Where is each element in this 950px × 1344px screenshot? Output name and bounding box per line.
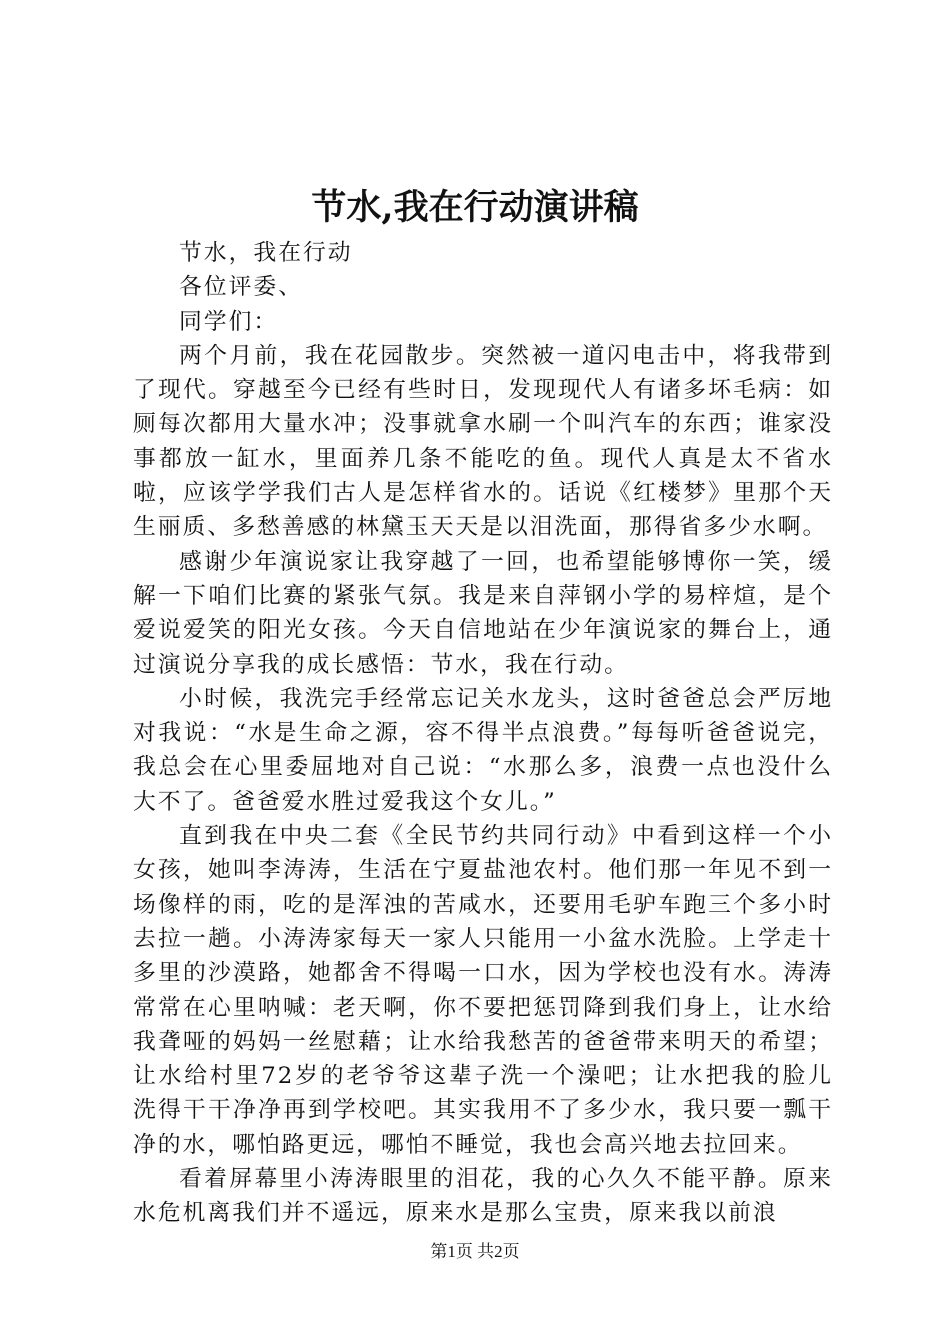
body-paragraph: 直到我在中央二套《全民节约共同行动》中看到这样一个小女孩，她叫李涛涛，生活在宁夏盐池农村。他们那一年见不到一场像样的雨，吃的是浑浊的苦咸水，还要用毛驴车跑三个多小时去拉一趟。小涛涛家每天一家人只能用一小盆水洗脸。上学走十多里的沙漠路，她都舍不得喝一口水，因为学校也没有水。涛涛常常在心里呐喊：老天啊，你不要把惩罚降到我们身上，让水给我聋哑的妈妈一丝慰藉；让水给我愁苦的爸爸带来明天的希望；让水给村里72岁的老爷爷这辈子洗一个澡吧；让水把我的脸儿洗得干干净净再到学校吧。其实我用不了多少水，我只要一瓢干净的水，哪怕路更远，哪怕不睡觉，我也会高兴地去拉回来。 [133, 823, 833, 1158]
body-paragraph: 小时候，我洗完手经常忘记关水龙头，这时爸爸总会严厉地对我说：“水是生命之源，容不得半点浪费。”每每听爸爸说完，我总会在心里委屈地对自己说：“水那么多，浪费一点也没什么大不了。爸爸爱水胜过爱我这个女儿。” [133, 685, 833, 815]
body-paragraph: 两个月前，我在花园散步。突然被一道闪电击中，将我带到了现代。穿越至今已经有些时日，发现现代人有诸多坏毛病：如厕每次都用大量水冲；没事就拿水刷一个叫汽车的东西；谁家没事都放一缸水，里面养几条不能吃的鱼。现代人真是太不省水啦，应该学学我们古人是怎样省水的。话说《红楼梦》里那个天生丽质、多愁善感的林黛玉天天是以泪洗面，那得省多少水啊。 [133, 342, 833, 541]
salutation-judges: 各位评委、 [179, 274, 303, 301]
document-title: 节水,我在行动演讲稿 [311, 187, 639, 228]
page-number-footer: 第1页 共2页 [430, 1242, 520, 1261]
speech-subtitle: 节水，我在行动 [179, 240, 353, 266]
document-body [133, 236, 833, 1231]
salutation-classmates: 同学们： [179, 308, 279, 335]
body-paragraph: 感谢少年演说家让我穿越了一回，也希望能够博你一笑，缓解一下咱们比赛的紧张气氛。我是来自萍钢小学的易梓煊，是个爱说爱笑的阳光女孩。今天自信地站在少年演说家的舞台上，通过演说分享我的成长感悟：节水，我在行动。 [133, 548, 833, 678]
body-paragraph: 看着屏幕里小涛涛眼里的泪花，我的心久久不能平静。原来水危机离我们并不遥远，原来水是那么宝贵，原来我以前浪 [133, 1166, 833, 1227]
